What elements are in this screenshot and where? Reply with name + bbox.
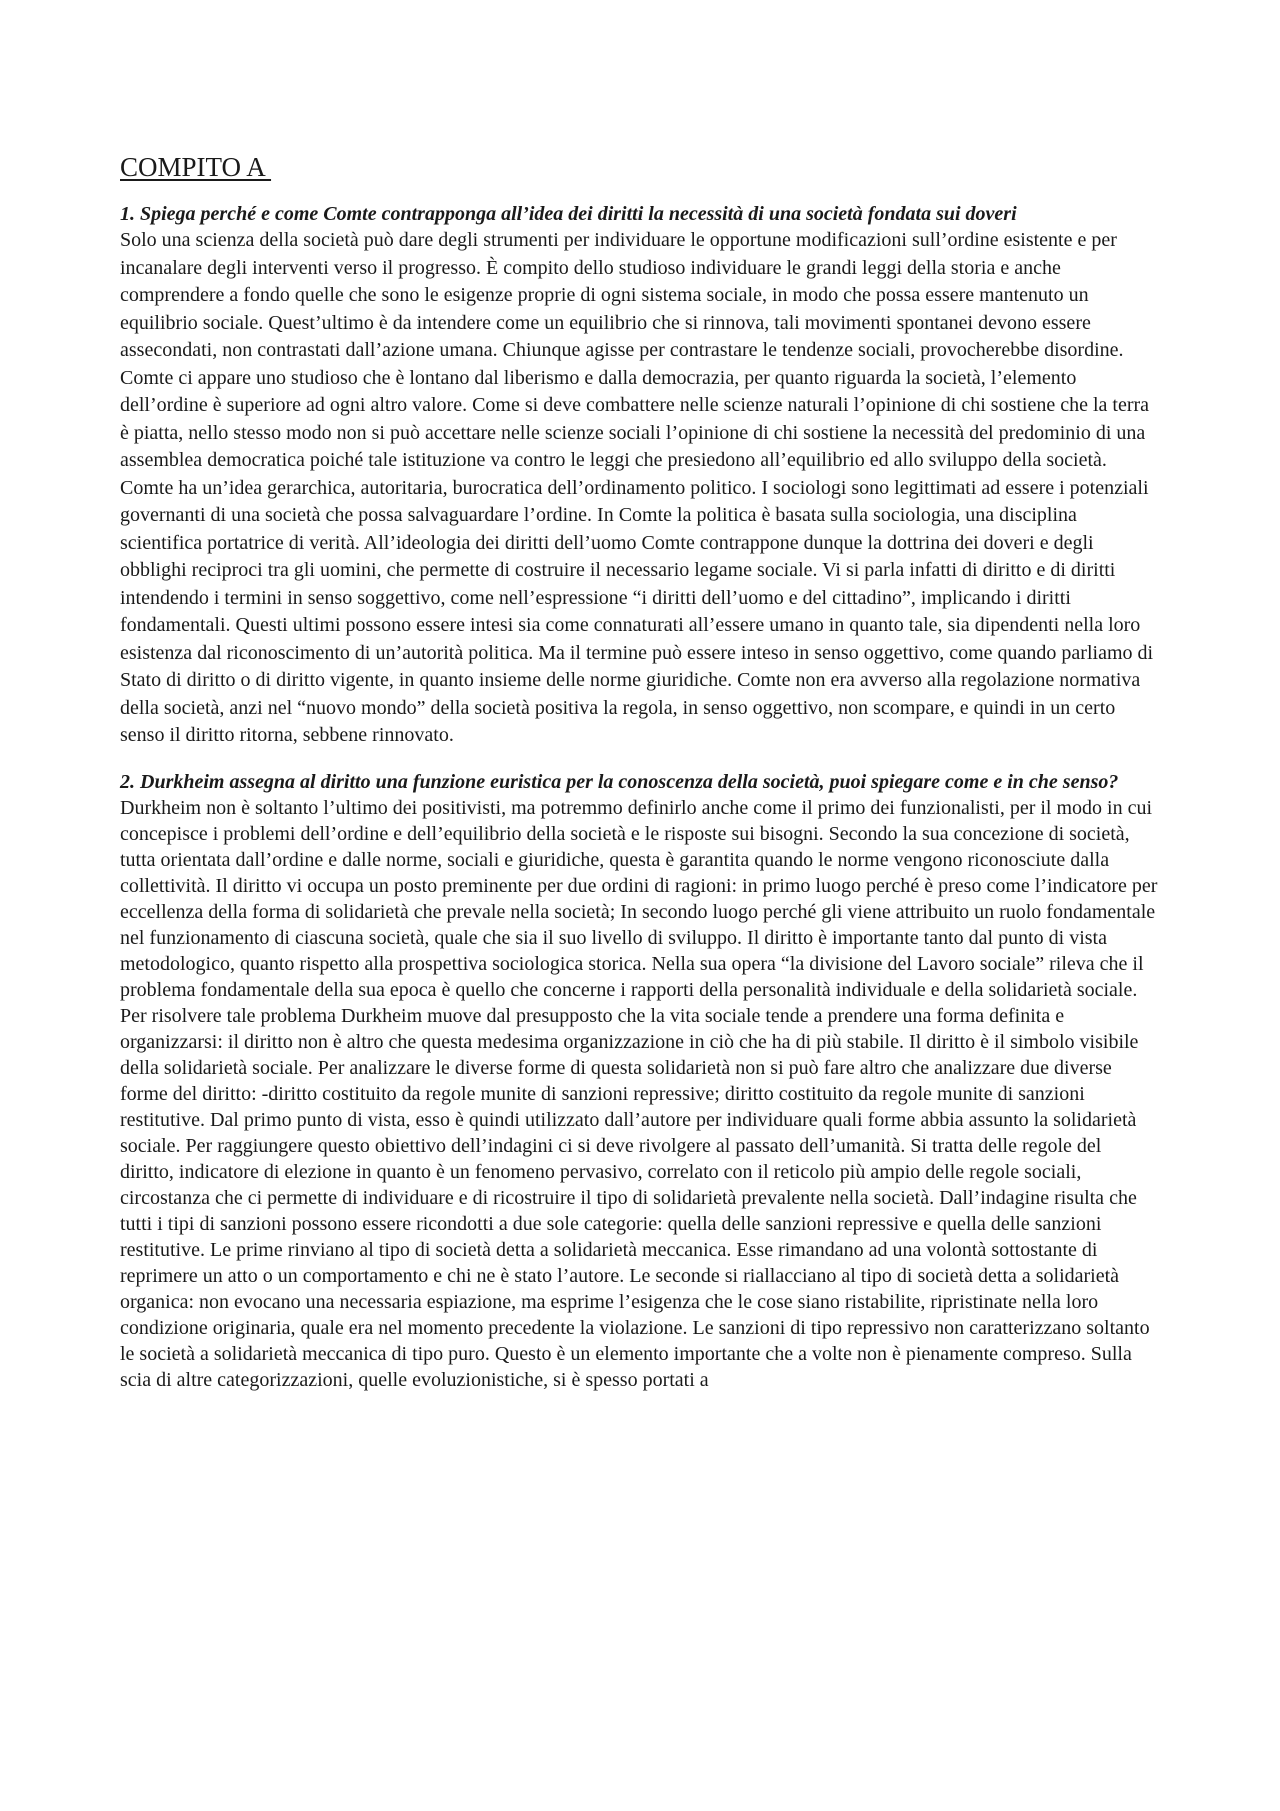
document-page <box>120 150 1160 1413</box>
answer-paragraph: Durkheim non è soltanto l’ultimo dei positivisti, ma potremmo definirlo anche come il primo dei funzionalisti, per il modo in cui concepisce i problemi dell’ordine e dell’equilibrio della società e le risposte sui bisogni. Secondo la sua concezione di società, tutta orientata dall’ordine e dalle norme, sociali e giuridiche, questa è garantita quando le norme vengono riconosciute dalla collettività. Il diritto vi occupa un posto preminente per due ordini di ragioni: in primo luogo perché è preso come l’indicatore per eccellenza della forma di solidarietà che prevale nella società; In secondo luogo perché gli viene attribuito un ruolo fondamentale nel funzionamento di ciascuna società, quale che sia il suo livello di sviluppo. Il diritto è importante tanto dal punto di vista metodologico, quanto rispetto alla prospettiva sociologica storica. Nella sua opera “la divisione del Lavoro sociale” rileva che il problema fondamentale della sua epoca è quello che concerne i rapporti della personalità individuale e della solidarietà sociale. Per risolvere tale problema Durkheim muove dal presupposto che la vita sociale tende a prendere una forma definita e organizzarsi: il diritto non è altro che questa medesima organizzazione in ciò che ha di più stabile. Il diritto è il simbolo visibile della solidarietà sociale. Per analizzare le diverse forme di questa solidarietà non si può fare altro che analizzare due diverse forme del diritto: -diritto costituito da regole munite di sanzioni repressive; diritto costituito da regole munite di sanzioni restitutive. Dal primo punto di vista, esso è quindi utilizzato dall’autore per individuare quali forme abbia assunto la solidarietà sociale. Per raggiungere questo obiettivo dell’indagini ci si deve rivolgere al passato dell’umanità. Si tratta delle regole del diritto, indicatore di elezione in quanto è un fenomeno pervasivo, correlato con il reticolo più ampio delle regole sociali, circostanza che ci permette di individuare e di ricostruire il tipo di solidarietà prevalente nella società. Dall’indagine risulta che tutti i tipi di sanzioni possono essere ricondotti a due sole categorie: quella delle sanzioni repressive e quella delle sanzioni restitutive. Le prime rinviano al tipo di società detta a solidarietà meccanica. Esse rimandano ad una volontà sottostante di reprimere un atto o un comportamento e chi ne è stato l’autore. Le seconde si riallacciano al tipo di società detta a solidarietà organica: non evocano una necessaria espiazione, ma esprime l’esigenza che le cose siano ristabilite, ripristinate nella loro condizione originaria, quale era nel momento precedente la violazione. Le sanzioni di tipo repressivo non caratterizzano soltanto le società a solidarietà meccanica di tipo puro. Questo è un elemento importante che a volte non è pienamente compreso. Sulla scia di altre categorizzazioni, quelle evoluzionistiche, si è spesso portati a <box>120 796 1158 1391</box>
question-section-1 <box>120 202 1160 750</box>
document-title: COMPITO A <box>120 152 272 182</box>
question-section-2 <box>120 770 1160 1393</box>
question-heading: 1. Spiega perché e come Comte contrapponga all’idea dei diritti la necessità di una società fondata sui doveri <box>120 203 1017 225</box>
question-heading: 2. Durkheim assegna al diritto una funzione euristica per la conoscenza della società, puoi spiegare come e in che senso? <box>120 770 1119 793</box>
answer-paragraph: Solo una scienza della società può dare degli strumenti per individuare le opportune modificazioni sull’ordine esistente e per incanalare degli interventi verso il progresso. È compito dello studioso individuare le grandi leggi della storia e anche comprendere a fondo quelle che sono le esigenze proprie di ogni sistema sociale, in modo che possa essere mantenuto un equilibrio sociale. Quest’ultimo è da intendere come un equilibrio che si rinnova, tali movimenti spontanei devono essere assecondati, non contrastati dall’azione umana. Chiunque agisse per contrastare le tendenze sociali, provocherebbe disordine. Comte ci appare uno studioso che è lontano dal liberismo e dalla democrazia, per quanto riguarda la società, l’elemento dell’ordine è superiore ad ogni altro valore. Come si deve combattere nelle scienze naturali l’opinione di chi sostiene che la terra è piatta, nello stesso modo non si può accettare nelle scienze sociali l’opinione di chi sostiene la necessità del predominio di una assemblea democratica poiché tale istituzione va contro le leggi che presiedono all’equilibrio ed allo sviluppo della società. Comte ha un’idea gerarchica, autoritaria, burocratica dell’ordinamento politico. I sociologi sono legittimati ad essere i potenziali governanti di una società che possa salvaguardare l’ordine. In Comte la politica è basata sulla sociologia, una disciplina scientifica portatrice di verità. All’ideologia dei diritti dell’uomo Comte contrappone dunque la dottrina dei doveri e degli obblighi reciproci tra gli uomini, che permette di costruire il necessario legame sociale. Vi si parla infatti di diritto e di diritti intendendo i termini in senso soggettivo, come nell’espressione “i diritti dell’uomo e del cittadino”, implicando i diritti fondamentali. Questi ultimi possono essere intesi sia come connaturati all’essere umano in quanto tale, sia dipendenti nella loro esistenza dal riconoscimento di un’autorità politica. Ma il termine può essere inteso in senso oggettivo, come quando parliamo di Stato di diritto o di diritto vigente, in quanto insieme delle norme giuridiche. Comte non era avverso alla regolazione normativa della società, anzi nel “nuovo mondo” della società positiva la regola, in senso oggettivo, non scompare, e quindi in un certo senso il diritto ritorna, sebbene rinnovato. <box>120 229 1154 746</box>
